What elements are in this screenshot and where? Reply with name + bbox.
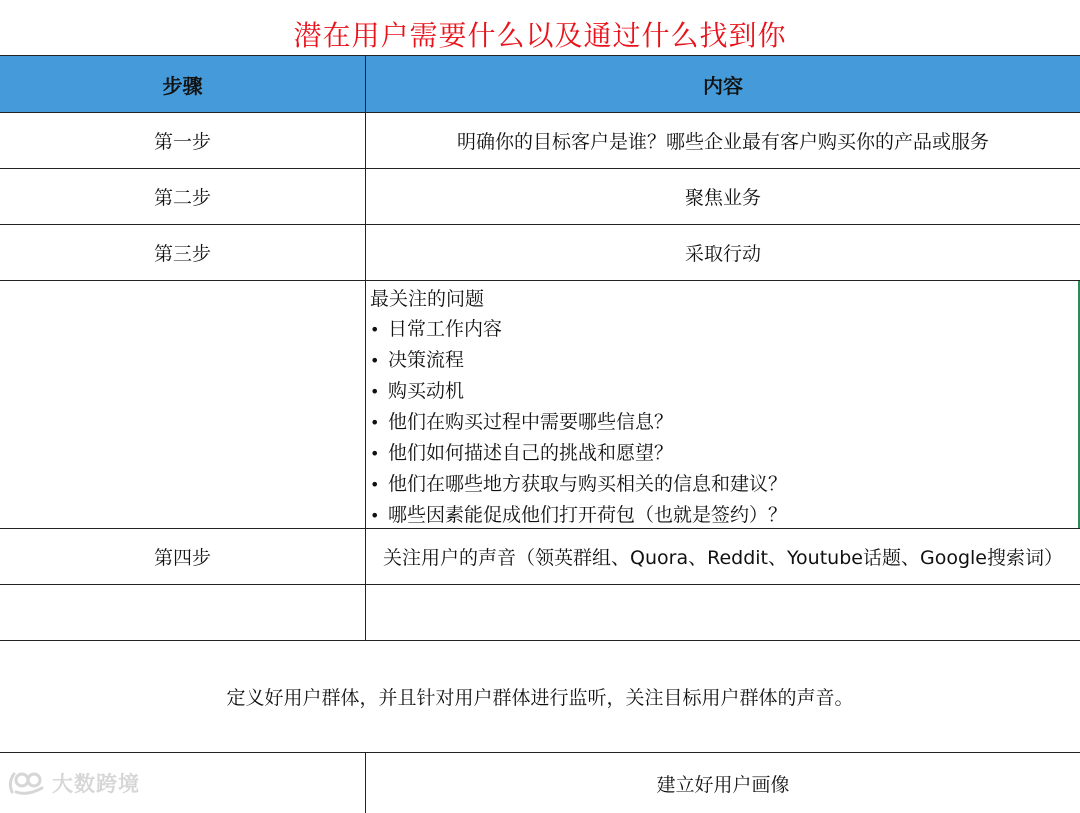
- list-item-text: 哪些因素能促成他们打开荷包（也就是签约）？: [388, 504, 788, 526]
- list-item: [370, 314, 502, 345]
- empty-cell: [0, 585, 366, 640]
- table-header-row: [0, 56, 1080, 113]
- list-item: [370, 469, 787, 500]
- watermark-text: 大数跨境: [52, 772, 140, 796]
- empty-step-cell: [0, 281, 366, 528]
- bullet-icon: •: [370, 320, 380, 339]
- bullet-icon: •: [370, 444, 380, 463]
- header-step: 步骤: [0, 56, 366, 112]
- list-item-text: 他们在哪些地方获取与购买相关的信息和建议？: [388, 473, 788, 495]
- list-item: [370, 345, 464, 376]
- bullet-icon: •: [370, 382, 380, 401]
- step-content: 采取行动: [684, 243, 761, 265]
- list-item-text: 日常工作内容: [388, 318, 503, 340]
- summary-row: [0, 641, 1080, 753]
- list-item-text: 决策流程: [388, 349, 465, 371]
- concerns-heading: 最关注的问题: [370, 288, 485, 310]
- empty-cell: [366, 585, 1080, 640]
- table-row: [0, 113, 1080, 169]
- step-content: 关注用户的声音（领英群组、Quora、Reddit、Youtube话题、Google搜索词）: [383, 547, 1063, 569]
- table-row: [0, 225, 1080, 281]
- watermark: [6, 768, 140, 798]
- bullet-icon: •: [370, 351, 380, 370]
- list-item-text: 购买动机: [388, 380, 465, 402]
- header-content: 内容: [703, 73, 743, 98]
- step-content: 聚焦业务: [684, 187, 761, 209]
- step-label: 第一步: [0, 113, 366, 168]
- step-label: 第四步: [0, 529, 366, 584]
- list-item: [370, 438, 673, 469]
- step-content: 建立好用户画像: [656, 773, 790, 796]
- list-item: [370, 407, 673, 438]
- bullet-icon: •: [370, 506, 380, 525]
- list-item: [370, 500, 787, 531]
- list-item: [370, 376, 464, 407]
- list-item-text: 他们如何描述自己的挑战和愿望？: [388, 442, 674, 464]
- bullet-icon: •: [370, 475, 380, 494]
- step-label: 第三步: [0, 225, 366, 280]
- table-row-empty: [0, 585, 1080, 641]
- table-row: [0, 529, 1080, 585]
- step-content: 明确你的目标客户是谁？哪些企业最有客户购买你的产品或服务: [456, 131, 989, 153]
- bullet-icon: •: [370, 413, 380, 432]
- brand-logo-icon: [6, 768, 48, 798]
- list-item-text: 他们在购买过程中需要哪些信息？: [388, 411, 674, 433]
- step-label: 第二步: [0, 169, 366, 224]
- summary-text: 定义好用户群体，并且针对用户群体进行监听，关注目标用户群体的声音。: [226, 687, 854, 709]
- concerns-list: [366, 281, 1080, 528]
- page-title: 潜在用户需要什么以及通过什么找到你: [293, 19, 787, 52]
- table-row-concerns: [0, 281, 1080, 529]
- table-row: [0, 169, 1080, 225]
- table-row: [0, 753, 1080, 813]
